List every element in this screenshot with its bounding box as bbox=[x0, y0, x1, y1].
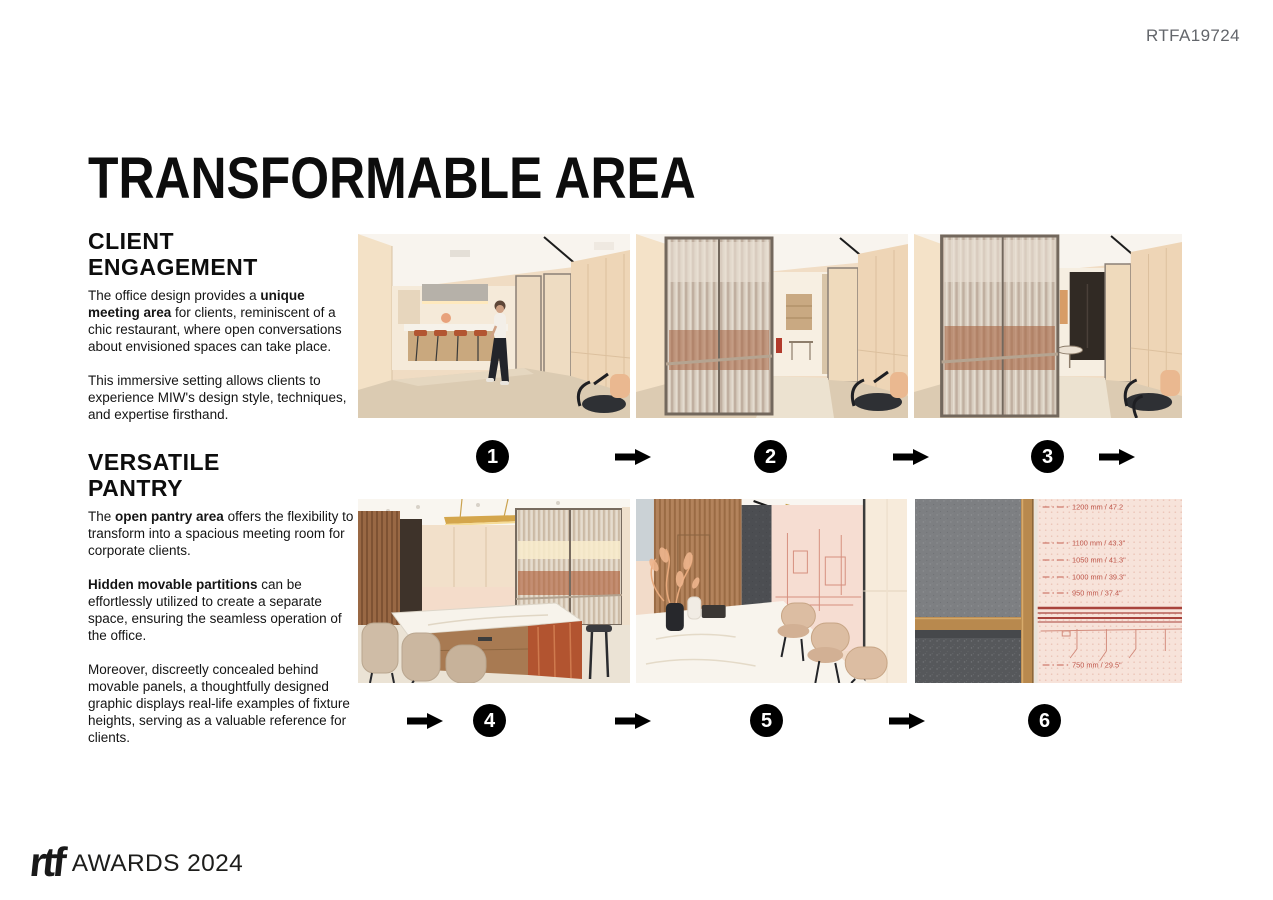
section-heading bbox=[88, 228, 360, 280]
measure-label: 950 mm / 37.4" bbox=[1072, 588, 1122, 598]
heading-line: VERSATILE bbox=[88, 449, 220, 475]
step-badge-5: 5 bbox=[750, 704, 783, 737]
photo-5 bbox=[636, 499, 907, 683]
photo-1 bbox=[358, 234, 630, 418]
body-paragraph: The open pantry area offers the flexibility to transform into a spacious meeting room for corporate clients. bbox=[88, 509, 354, 558]
photo-6-illustration bbox=[915, 499, 1182, 683]
step-badge-2: 2 bbox=[754, 440, 787, 473]
measure-label: 1000 mm / 39.3" bbox=[1072, 572, 1126, 582]
step-badge-6: 6 bbox=[1028, 704, 1061, 737]
step-badge-1: 1 bbox=[476, 440, 509, 473]
photo-5-illustration bbox=[636, 499, 907, 683]
heading-line: ENGAGEMENT bbox=[88, 254, 258, 280]
photo-3-illustration bbox=[914, 234, 1182, 418]
photo-6 bbox=[915, 499, 1182, 683]
section-body bbox=[88, 287, 360, 423]
rtf-logo: rtf bbox=[27, 839, 66, 885]
body-paragraph: Moreover, discreetly concealed behind movable panels, a thoughtfully designed graphic displays real-life examples of fixture heights, serving as a valuable reference for clients. bbox=[88, 662, 350, 745]
section-heading bbox=[88, 449, 360, 501]
heading-line: PANTRY bbox=[88, 475, 183, 501]
photo-4 bbox=[358, 499, 630, 683]
arrow-right-icon bbox=[1099, 449, 1135, 465]
page-title: TRANSFORMABLE AREA bbox=[88, 146, 696, 211]
submission-code: RTFA19724 bbox=[1145, 26, 1240, 45]
arrow-right-icon bbox=[407, 713, 443, 729]
measure-label: 1050 mm / 41.3" bbox=[1072, 555, 1126, 565]
section-versatile-pantry bbox=[88, 449, 360, 763]
section-client-engagement bbox=[88, 228, 360, 440]
arrow-right-icon bbox=[615, 449, 651, 465]
photo-3 bbox=[914, 234, 1182, 418]
step-badge-4: 4 bbox=[473, 704, 506, 737]
measure-label: 1100 mm / 43.3" bbox=[1072, 538, 1126, 548]
measure-label: 750 mm / 29.5" bbox=[1072, 660, 1122, 670]
body-paragraph: Hidden movable partitions can be effortlessly utilized to create a separate space, ensuring the seamless operation of the office. bbox=[88, 577, 342, 643]
section-body bbox=[88, 508, 360, 746]
body-paragraph: This immersive setting allows clients to experience MIW's design style, techniques, and expertise firsthand. bbox=[88, 373, 347, 422]
photo-2-illustration bbox=[636, 234, 908, 418]
measure-label: 1200 mm / 47.2 bbox=[1072, 502, 1124, 512]
photo-1-illustration bbox=[358, 234, 630, 418]
body-paragraph: The office design provides a unique meeting area for clients, reminiscent of a chic restaurant, where open conversations about envisioned spaces can take place. bbox=[88, 288, 342, 354]
heading-line: CLIENT bbox=[88, 228, 175, 254]
step-badge-3: 3 bbox=[1031, 440, 1064, 473]
footer-logo bbox=[27, 839, 244, 885]
awards-text: AWARDS 2024 bbox=[71, 849, 244, 877]
arrow-right-icon bbox=[615, 713, 651, 729]
arrow-right-icon bbox=[889, 713, 925, 729]
photo-2 bbox=[636, 234, 908, 418]
photo-4-illustration bbox=[358, 499, 630, 683]
arrow-right-icon bbox=[893, 449, 929, 465]
